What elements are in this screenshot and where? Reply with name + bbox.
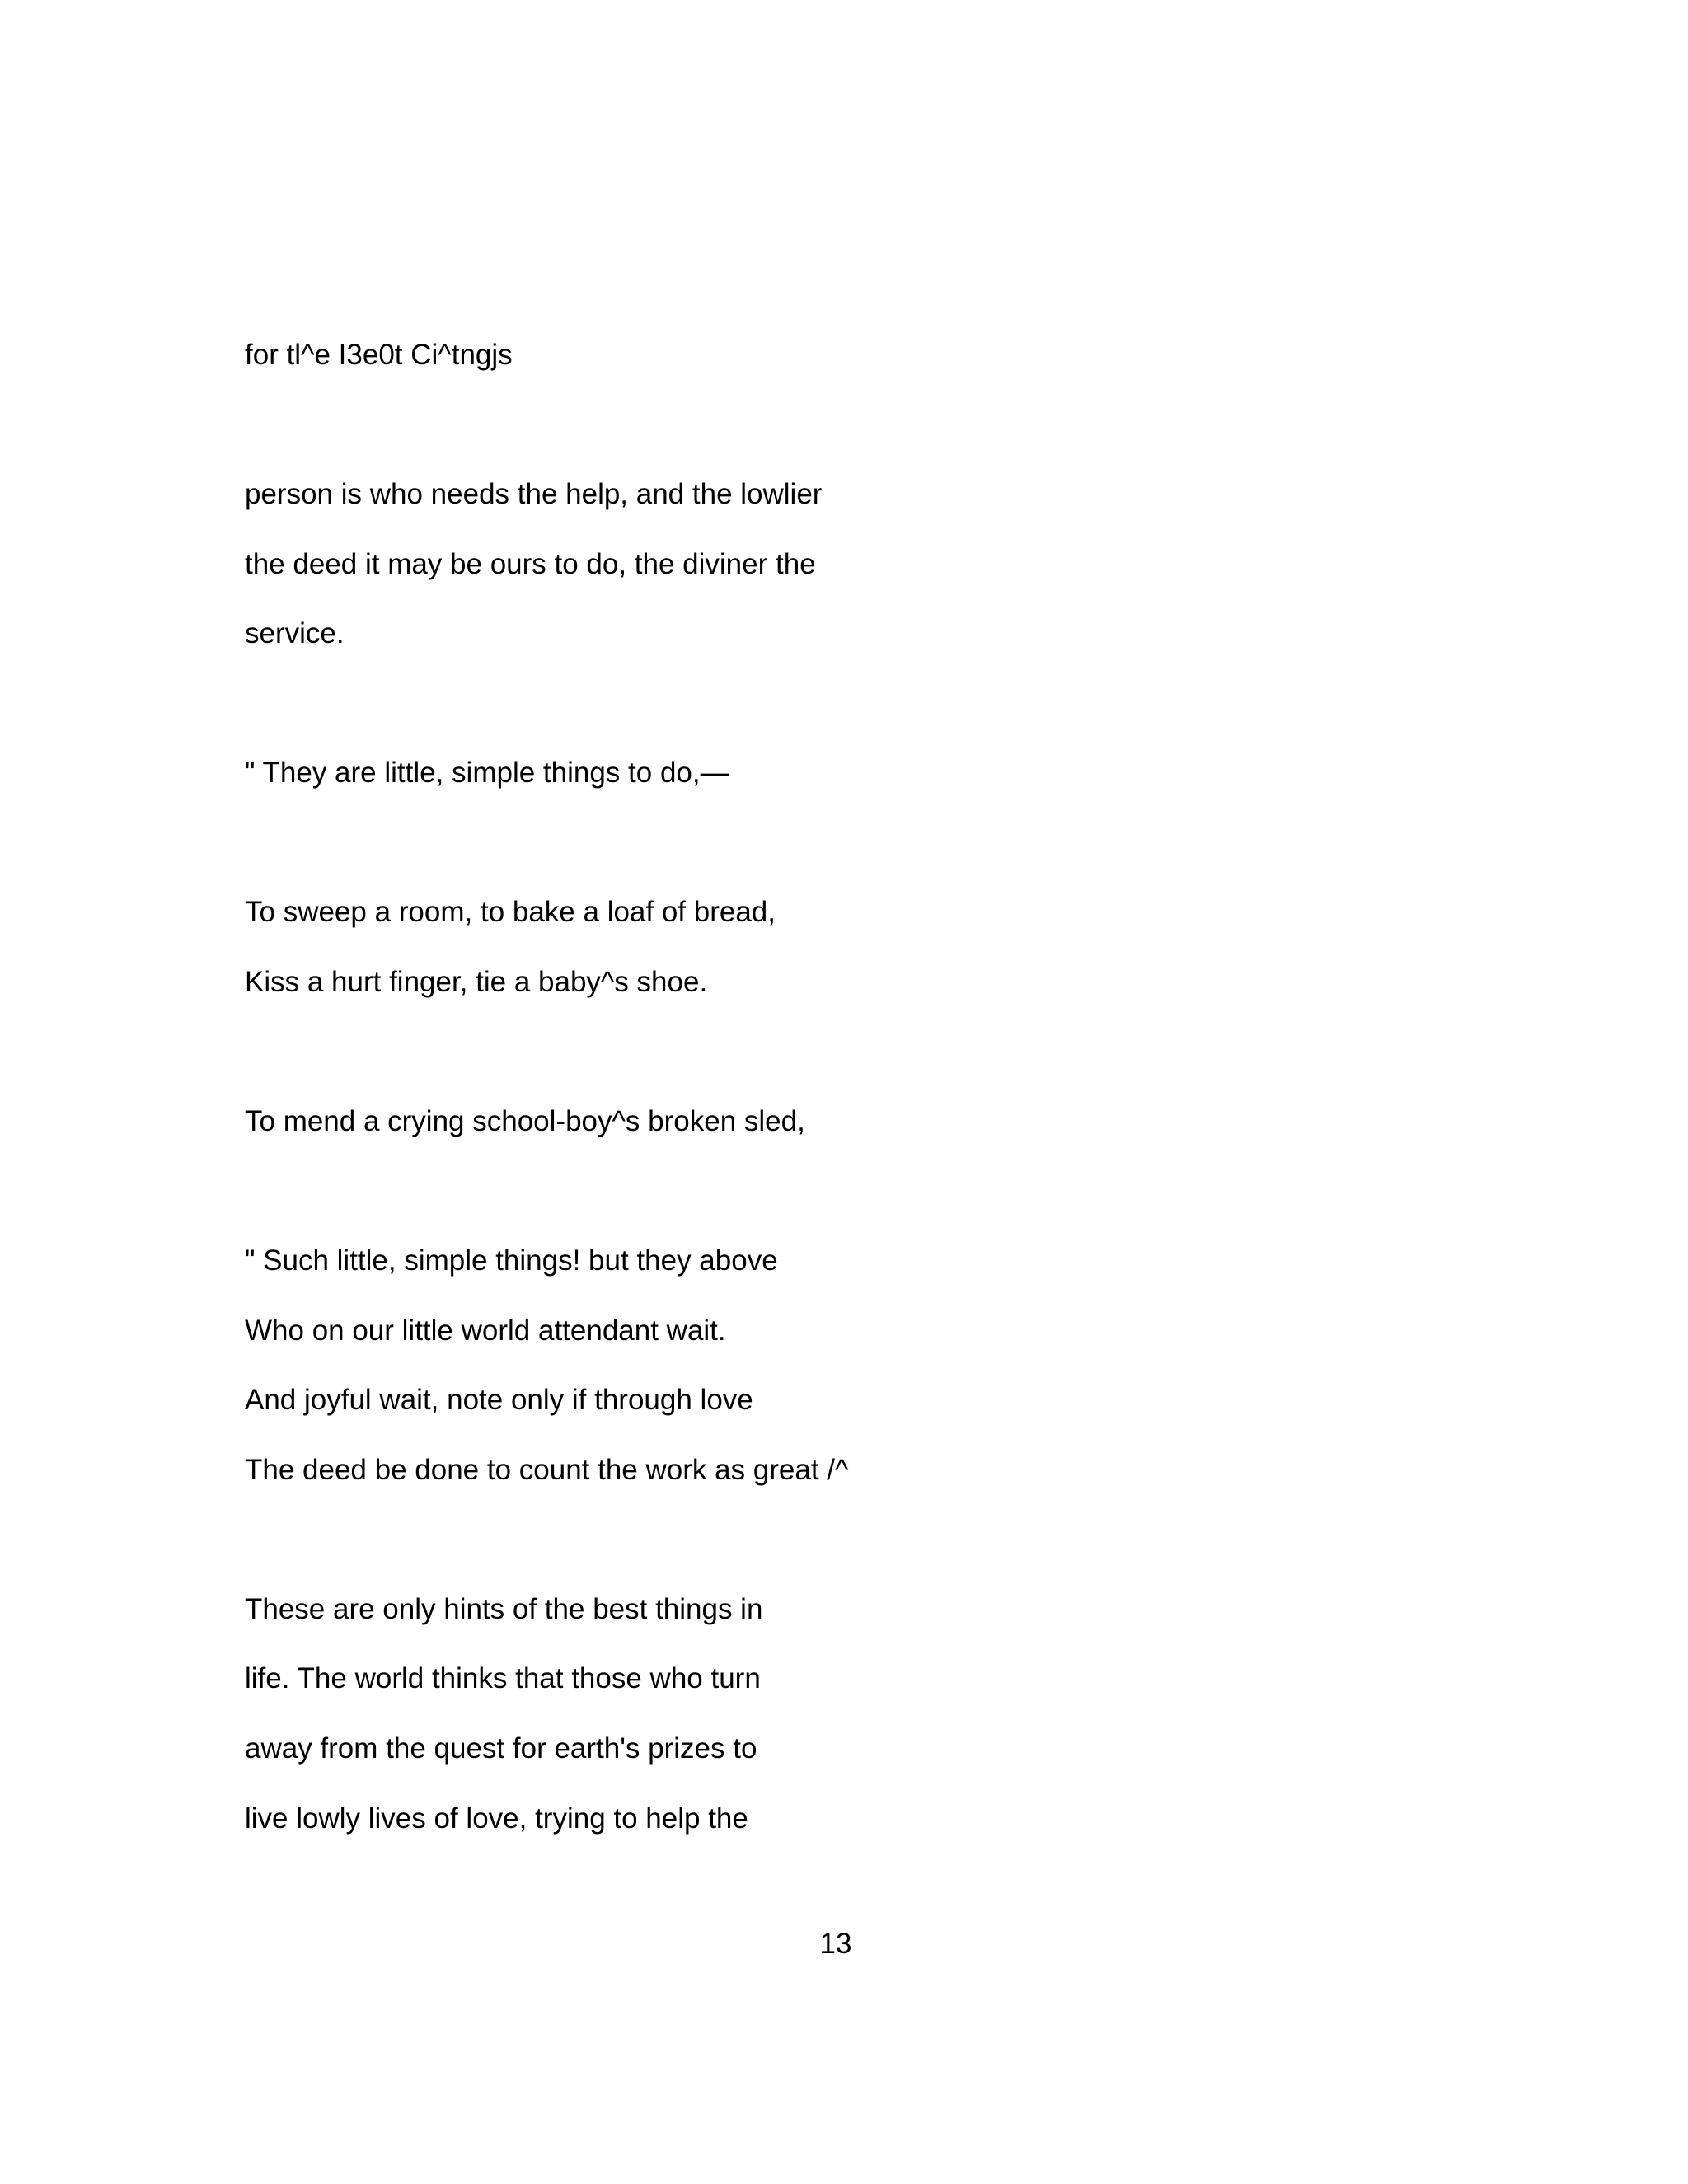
running-header: for tl^e I3e0t Ci^tngjs [245, 339, 513, 371]
text-line: Kiss a hurt finger, tie a baby^s shoe. [245, 966, 708, 998]
text-line: These are only hints of the best things in [245, 1593, 763, 1625]
text-line: " They are little, simple things to do,— [245, 757, 729, 789]
text-line: service. [245, 617, 345, 649]
text-line: person is who needs the help, and the lowlier [245, 478, 823, 510]
text-line: To mend a crying school-boy^s broken sled, [245, 1105, 805, 1137]
text-line: live lowly lives of love, trying to help the [245, 1802, 748, 1835]
text-line: The deed be done to count the work as great /^ [245, 1454, 849, 1486]
text-line: Who on our little world attendant wait. [245, 1315, 726, 1347]
text-line: life. The world thinks that those who turn [245, 1662, 761, 1694]
text-line: away from the quest for earth's prizes to [245, 1732, 757, 1765]
page-number: 13 [819, 1928, 852, 1960]
text-line: the deed it may be ours to do, the diviner the [245, 548, 816, 580]
text-line: And joyful wait, note only if through love [245, 1384, 753, 1416]
text-line: " Such little, simple things! but they above [245, 1244, 778, 1277]
text-line: To sweep a room, to bake a loaf of bread, [245, 896, 776, 928]
